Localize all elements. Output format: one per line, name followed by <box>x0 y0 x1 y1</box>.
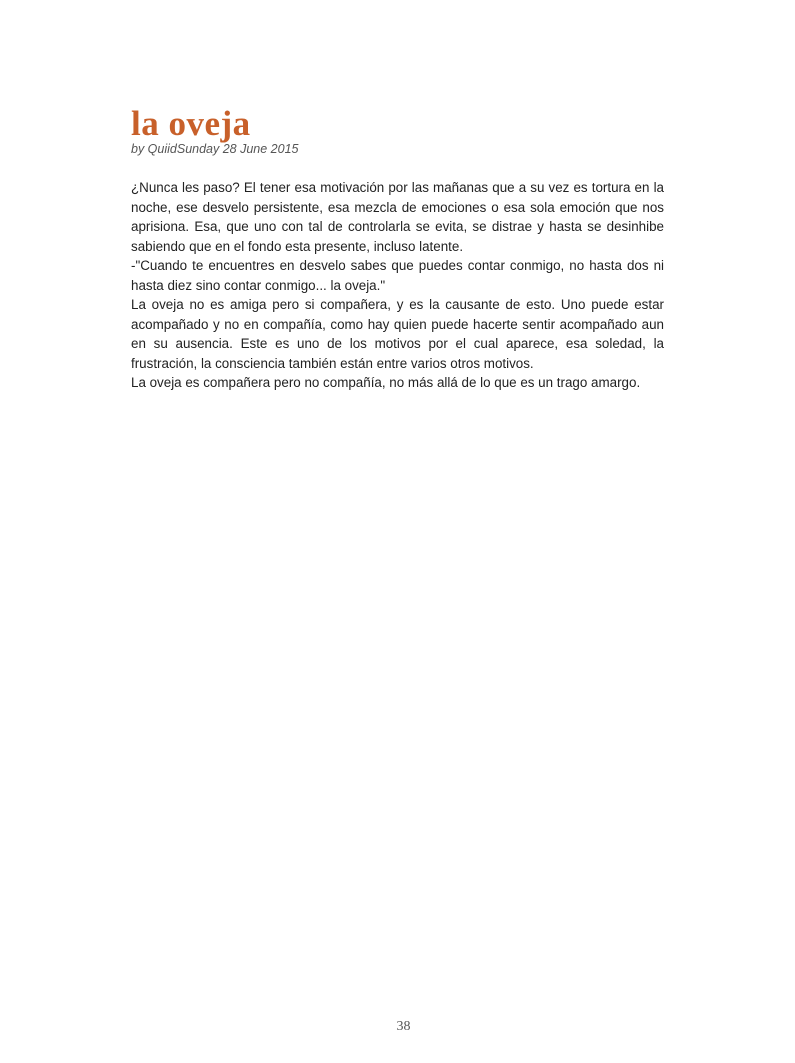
article-paragraph: ¿Nunca les paso? El tener esa motivación por las mañanas que a su vez es tortura en la noche, ese desvelo persistente, esa mezcla de emociones o esa sola emoción que nos aprisiona. Esa, que uno con tal de controlarla se evita, se distrae y hasta se desinhibe sabiendo que en el fondo esta presente, incluso latente. <box>131 180 664 254</box>
article-title: la oveja <box>131 104 251 143</box>
article-paragraph: -"Cuando te encuentres en desvelo sabes que puedes contar conmigo, no hasta dos ni hasta diez sino contar conmigo... la oveja." <box>131 258 664 293</box>
article-byline: by QuiidSunday 28 June 2015 <box>131 142 299 156</box>
article-body <box>131 178 664 393</box>
article-paragraph: La oveja es compañera pero no compañía, no más allá de lo que es un trago amargo. <box>131 375 641 390</box>
page-number: 38 <box>396 1019 411 1034</box>
article-paragraph: La oveja no es amiga pero si compañera, y es la causante de esto. Uno puede estar acompañado y no en compañía, como hay quien puede hacerte sentir acompañado aun en su ausencia. Este es uno de los motivos por el cual aparece, esa soledad, la frustración, la consciencia también están entre varios otros motivos. <box>131 297 664 371</box>
